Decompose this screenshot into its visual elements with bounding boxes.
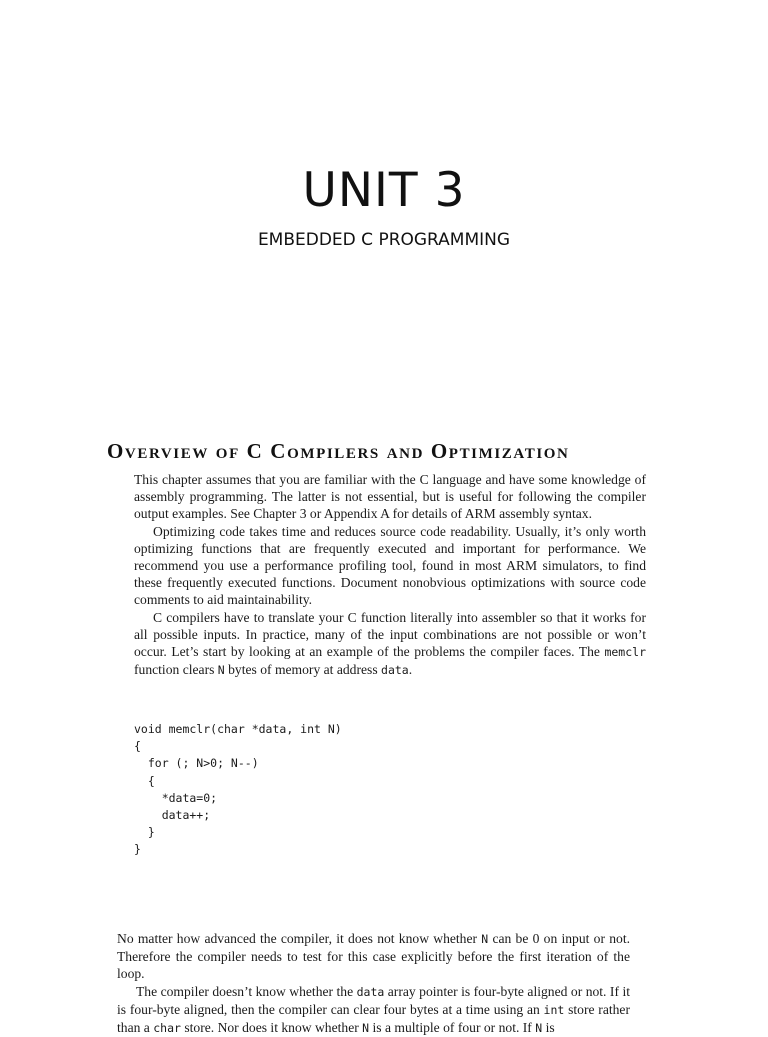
- inline-code: N: [535, 1021, 543, 1036]
- paragraph-intro: This chapter assumes that you are familiar with the C language and have some knowledge of assembly programming. The latter is not essential, but is useful for following the compiler output examples. See Chapter 3 or Appendix A for details of ARM assembly syntax.: [134, 472, 646, 522]
- inline-code: N: [362, 1021, 370, 1036]
- inline-code: N: [217, 663, 225, 678]
- intro-text-block: [134, 471, 646, 679]
- paragraph-n-unknown: [117, 930, 630, 983]
- inline-code: data: [356, 984, 385, 999]
- paragraph-text: can be 0 on input or not. Therefore the compiler needs to test for this case explicitly before the first iteration of the loop.: [117, 931, 630, 982]
- unit-title: UNIT 3: [302, 163, 466, 218]
- paragraph-text: bytes of memory at address: [224, 662, 382, 678]
- inline-code: data: [381, 663, 409, 678]
- paragraph-compilers: [134, 609, 646, 680]
- section-heading: Overview of C Compilers and Optimization: [107, 439, 570, 463]
- code-line: for (; N>0; N--): [134, 756, 259, 771]
- paragraph-text: is: [542, 1020, 555, 1036]
- unit-subtitle: EMBEDDED C PROGRAMMING: [257, 230, 511, 250]
- paragraph-optimizing: Optimizing code takes time and reduces source code readability. Usually, it’s only worth optimizing functions that are frequently executed and important for performance. We recommend you use a performance profiling tool, found in most ARM simulators, to find these frequently executed functions. Document nonobvious optimizations with source code comments to aid maintainability.: [134, 523, 646, 608]
- paragraph-text: The compiler doesn’t know whether the: [136, 983, 357, 999]
- inline-code: N: [481, 932, 489, 946]
- code-line: *data=0;: [134, 790, 218, 805]
- paragraph-alignment: [117, 983, 630, 1037]
- inline-code: int: [543, 1002, 565, 1017]
- inline-code: char: [153, 1021, 181, 1036]
- paragraph-text: function clears: [134, 662, 218, 678]
- code-line: }: [134, 825, 155, 840]
- code-line: }: [134, 842, 141, 857]
- code-listing: [134, 721, 342, 859]
- code-line: data++;: [134, 808, 211, 823]
- paragraph-text: store rather than a: [117, 1001, 630, 1036]
- paragraph-text: .: [408, 662, 413, 678]
- code-line: {: [134, 773, 155, 788]
- paragraph-text: store. Nor does it know whether: [180, 1020, 363, 1036]
- code-line: void memclr(char *data, int N): [134, 722, 342, 736]
- paragraph-text: array pointer is four-byte aligned or not. If it is four-byte aligned, then the compiler can clear four bytes at a time using an: [117, 983, 630, 1017]
- paragraph-text: C compilers have to translate your C function literally into assembler so that it works for all possible inputs. In practice, many of the input combinations are not possible or won’t occur. Let’s start by looking at an example of the problems the compiler faces. The: [134, 609, 646, 660]
- paragraph-text: No matter how advanced the compiler, it does not know whether: [117, 931, 482, 946]
- code-line: {: [134, 739, 141, 754]
- followup-text-block: [117, 930, 630, 1037]
- paragraph-text: is a multiple of four or not. If: [369, 1020, 536, 1036]
- inline-code: memclr: [604, 645, 646, 660]
